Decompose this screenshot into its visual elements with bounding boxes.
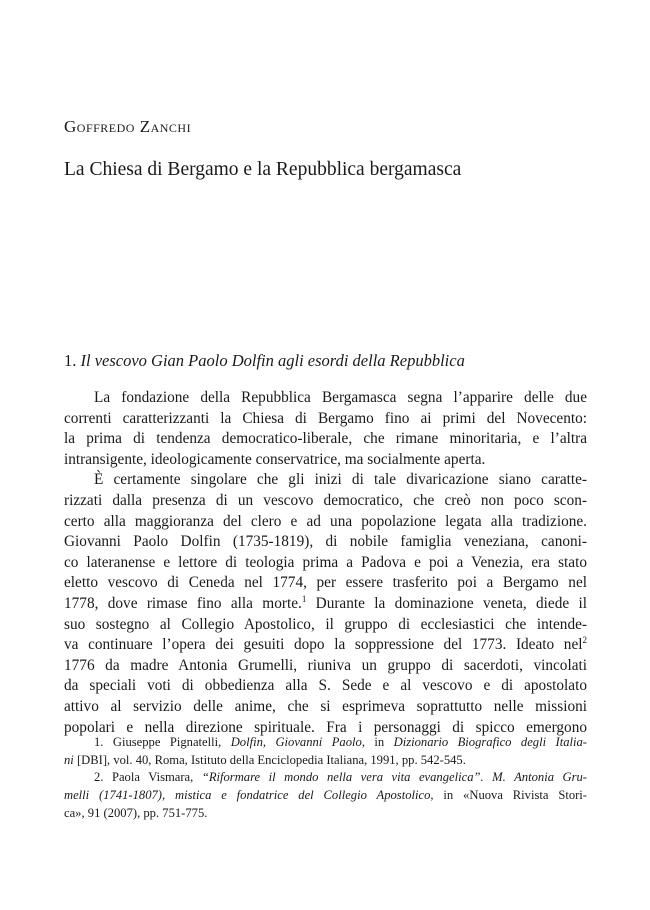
- body-line: da speciali voti di obbedienza alla S. Sede e al vescovo e di apostolato: [64, 677, 587, 695]
- body-line: [64, 594, 587, 615]
- footnote-part: , in «Nuova Rivista Stori-: [430, 788, 588, 803]
- body-line: suo sostegno al Collegio Apostolico, il gruppo di ecclesiastici che intende-: [64, 615, 587, 633]
- article-title: La Chiesa di Bergamo e la Repubblica bergamasca: [64, 159, 462, 180]
- footnote-part: [DBI], vol. 40, Roma, Istituto della Enciclopedia Italiana, 1991, pp. 542-545.: [73, 752, 466, 767]
- author-name: Goffredo Zanchi: [64, 117, 192, 136]
- body-line: intransigente, ideologicamente conservatrice, ma socialmente aperta.: [64, 450, 486, 468]
- footnote-ref: 2: [582, 635, 587, 646]
- body-line: certo alla maggioranza del clero e ad una popolazione legata alla tradizione.: [64, 512, 587, 530]
- body-line-part: Durante la dominazione veneta, diede il: [306, 594, 587, 612]
- footnote-line: [64, 734, 587, 752]
- footnote-part: ni: [64, 752, 74, 767]
- body-line: co lateranense e lettore di teologia prima a Padova e poi a Venezia, era stato: [64, 553, 587, 571]
- body-line: correnti caratterizzanti la Chiesa di Bergamo fino ai primi del Novecento:: [64, 409, 587, 427]
- body-line: la prima di tendenza democratico-liberale, che rimane minoritaria, e l’altra: [64, 430, 587, 448]
- body-line: popolari e nella direzione spirituale. Fra i personaggi di spicco emergono: [64, 718, 587, 736]
- footnote-part: 2. Paola Vismara,: [94, 770, 202, 785]
- body-line: 1776 da madre Antonia Grumelli, riuniva un gruppo di sacerdoti, vincolati: [64, 656, 587, 674]
- footnote-part: melli (1741-1807), mistica e fondatrice del Collegio Apostolico: [64, 788, 431, 803]
- body-line: [64, 635, 587, 656]
- footnote-line: [64, 752, 587, 770]
- body-text: [64, 388, 587, 738]
- footnote-line: ca», 91 (2007), pp. 751-775.: [64, 805, 208, 820]
- section-title: Il vescovo Gian Paolo Dolfin agli esordi della Repubblica: [80, 351, 465, 370]
- body-line: attivo al servizio delle anime, che si esprimeva soprattutto nelle missioni: [64, 697, 587, 715]
- footnote-ref: 1: [301, 593, 307, 604]
- footnote-part: , in: [361, 735, 394, 749]
- body-line-part: 1778, dove rimase fino alla morte.: [64, 594, 302, 612]
- section-number: 1.: [64, 351, 77, 370]
- body-line: Giovanni Paolo Dolfin (1735-1819), di nobile famiglia veneziana, canoni-: [64, 533, 587, 551]
- section-heading: [64, 351, 465, 371]
- footnote-part: Dolfin, Giovanni Paolo: [230, 735, 362, 749]
- body-line: eletto vescovo di Ceneda nel 1774, per essere trasferito poi a Bergamo nel: [64, 574, 587, 592]
- body-line: rizzati dalla presenza di un vescovo democratico, che creò non poco scon-: [64, 491, 587, 509]
- body-line: È certamente singolare che gli inizi di tale divaricazione siano caratte-: [94, 471, 587, 489]
- body-line: La fondazione della Repubblica Bergamasca segna l’apparire delle due: [94, 389, 587, 406]
- footnote-part: 1. Giuseppe Pignatelli,: [94, 735, 231, 749]
- footnote-line: [64, 787, 587, 805]
- footnote-part: Dizionario Biografico degli Italia-: [393, 735, 587, 749]
- footnotes: [64, 734, 587, 822]
- footnote-part: “Riformare il mondo nella vera vita evangelica”. M. Antonia Gru-: [201, 770, 587, 785]
- footnote-line: [64, 769, 587, 787]
- body-line-part: va continuare l’opera dei gesuiti dopo la soppressione del 1773. Ideato nel: [64, 636, 583, 654]
